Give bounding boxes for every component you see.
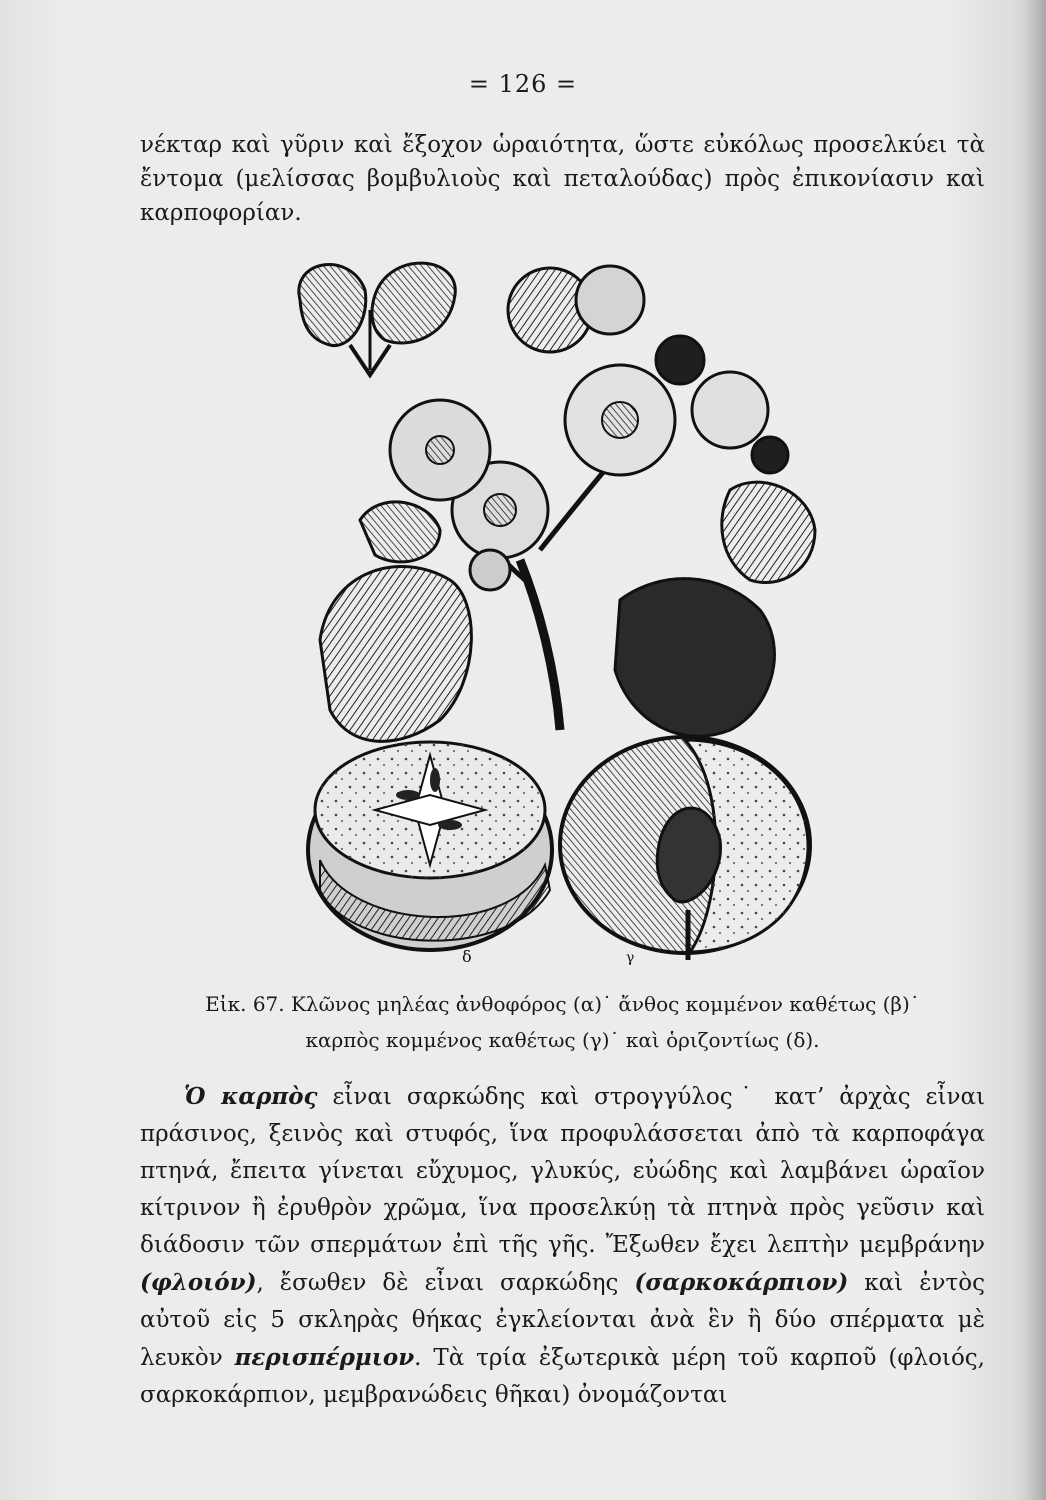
apple-branch-engraving — [290, 250, 820, 968]
page-edge-shadow — [1022, 0, 1046, 1500]
fruit-paragraph — [140, 1078, 985, 1414]
figure-label-d: δ — [462, 947, 472, 966]
cut-flower — [299, 263, 455, 375]
term-sarkokarpion: (σαρκοκάρπιον) — [634, 1269, 849, 1296]
fruit-text — [140, 1078, 985, 1414]
apple-horizontal-cut — [308, 742, 552, 950]
fruit-text-part3: καὶ ἐντὸς αὐτοῦ εἰς 5 σκληρὰς θήκας ἐγκλείονται ἀνὰ ἓν ἢ δύο σπέρματα μὲ λευκὸν — [140, 1270, 985, 1371]
fruit-text-part2: , ἔσωθεν δὲ εἶναι σαρκώδης — [256, 1270, 635, 1296]
term-karpos: Ὁ καρπὸς — [184, 1083, 318, 1110]
fruit-text-part4: . Τὰ τρία ἐξωτερικὰ μέρη τοῦ καρποῦ (φλοιός, σαρκοκάρπιον, μεμβρανώδεις θῆκαι) ὀνομάζονται — [140, 1345, 985, 1408]
leaves — [320, 482, 815, 741]
apple-vertical-cut — [560, 737, 810, 960]
caption-line-2: καρπὸς κομμένος καθέτως (γ)˙ καὶ ὁριζοντίως (δ). — [305, 1028, 820, 1052]
figure-caption — [140, 986, 985, 1058]
intro-text: νέκταρ καὶ γῦριν καὶ ἔξοχον ὡραιότητα, ὥστε εὐκόλως προσελκύει τὰ ἔντομα (μελίσσας βομβυλιοὺς καὶ πεταλούδας) πρὸς ἐπικονίασιν καὶ καρποφορίαν. — [140, 132, 985, 226]
fruit-text-part1: εἶναι σαρκώδης καὶ στρογγύλος˙ κατ’ ἀρχὰς εἶναι πράσινος, ξεινὸς καὶ στυφός, ἵνα προφυλάσσεται ἀπὸ τὰ καρποφάγα πτηνά, ἔπειτα γίνεται εὔχυμος, γλυκύς, εὐώδης καὶ λαμβάνει ὡραῖον κίτρινον ἢ ἐρυθρὸν χρῶμα, ἵνα προσελκύῃ τὰ πτηνὰ πρὸς γεῦσιν καὶ διάδοσιν τῶν σπερμάτων ἐπὶ τῆς γῆς. Ἔξωθεν ἔχει λεπτὴν μεμβράνην — [140, 1084, 986, 1258]
term-floios: (φλοιόν) — [140, 1269, 257, 1296]
term-perispermion: περισπέρμιον — [234, 1344, 415, 1371]
figure-label-g: γ — [626, 950, 635, 966]
apple-branch-illustration — [290, 250, 820, 968]
intro-paragraph — [140, 128, 985, 230]
page-number: = 126 = — [468, 70, 578, 98]
caption-line-1: Εἰκ. 67. Κλῶνος μηλέας ἀνθοφόρος (α)˙ ἄνθος κομμένον καθέτως (β)˙ — [205, 992, 920, 1016]
